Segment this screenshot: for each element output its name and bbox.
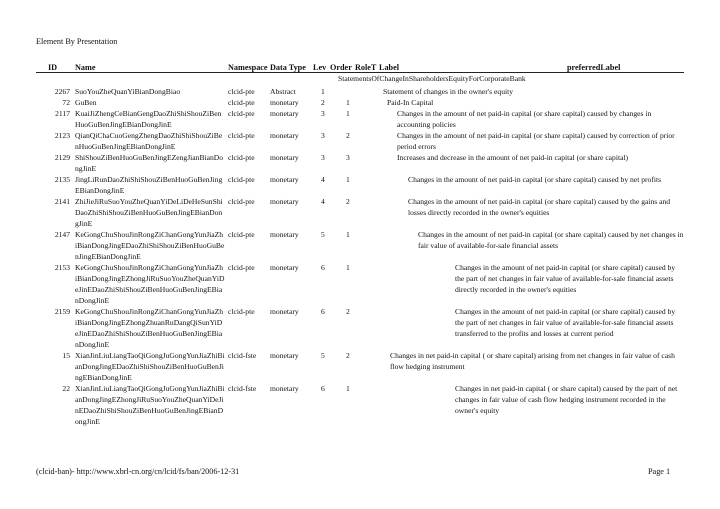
row-id: 2159	[54, 307, 70, 316]
row-level: 5	[321, 230, 325, 239]
row-name: ZhiJieJiRuSuoYouZheQuanYiDeLiDeHeSunShiDaoZhiShiShouZiBenHuoGuBenJingEBianDongJinE	[75, 197, 223, 228]
row-order: 1	[346, 175, 350, 184]
row-datatype: monetary	[270, 109, 299, 118]
row-level: 6	[321, 307, 325, 316]
header-level: Lev	[313, 63, 327, 72]
footer-source: (clcid-ban)- http://www.xbrl-cn.org/cn/lcid/fs/ban/2006-12-31	[36, 467, 240, 476]
row-id: 2129	[54, 153, 70, 162]
row-label: Changes in the amount of net paid-in capital (or share capital) caused by changes in accounting policies	[397, 109, 652, 129]
row-name: KeGongChuShouJinRongZiChanGongYunJiaZhiBianDongJingEZhongJiRuSuoYouZheQuanYiDeJinEDaoZhiShiShouZiBenHuoGuBenJingEBianDongJinE	[75, 263, 225, 305]
row-namespace: clcid-pte	[228, 153, 255, 162]
row-name: XianJinLiuLiangTaoQiGongJuGongYunJiaZhiBianDongJingEDaoZhiShiShouZiBenHuoGuBenJingEBianDongJinE	[75, 351, 225, 382]
row-namespace: clcid-pte	[228, 98, 255, 107]
row-order: 2	[346, 351, 350, 360]
row-namespace: clcid-pte	[228, 131, 255, 140]
row-datatype: monetary	[270, 263, 299, 272]
row-datatype: monetary	[270, 230, 299, 239]
row-datatype: monetary	[270, 131, 299, 140]
row-order: 1	[346, 109, 350, 118]
row-namespace: clcid-fste	[228, 384, 257, 393]
row-order: 2	[346, 197, 350, 206]
row-level: 3	[321, 153, 325, 162]
row-namespace: clcid-pte	[228, 230, 255, 239]
row-level: 3	[321, 109, 325, 118]
row-order: 1	[346, 230, 350, 239]
document-title: Element By Presentation	[36, 37, 118, 46]
row-name: JingLiRunDaoZhiShiShouZiBenHuoGuBenJingEBianDongJinE	[75, 175, 223, 195]
row-datatype: monetary	[270, 307, 299, 316]
header-rule	[36, 72, 684, 73]
row-order: 1	[346, 384, 350, 393]
row-name: KeGongChuShouJinRongZiChanGongYunJiaZhiBianDongJingEDaoZhiShiShouZiBenHuoGuBenJingEBianDongJinE	[75, 230, 225, 261]
header-label: Label	[379, 63, 400, 72]
page-number: Page 1	[648, 467, 671, 476]
row-name: KuaiJiZhengCeBianGengDaoZhiShiShouZiBenHuoGuBenJingEBianDongJinE	[75, 109, 222, 129]
row-label: Paid-In Capital	[387, 98, 434, 107]
row-namespace: clcid-pte	[228, 175, 255, 184]
row-datatype: monetary	[270, 175, 299, 184]
row-order: 2	[346, 131, 350, 140]
row-level: 6	[321, 384, 325, 393]
header-roletype: RoleT	[355, 63, 377, 72]
row-name: XianJinLiuLiangTaoQiGongJuGongYunJiaZhiBianDongJingEZhongJiRuSuoYouZheQuanYiDeJinEDaoZhiShiShouZiBenHuoGuBenJingEBianDongJinE	[75, 384, 225, 426]
row-namespace: clcid-pte	[228, 263, 255, 272]
row-label: Changes in the amount of net paid-in capital (or share capital) caused by the gains and losses directly recorded in the owner's equities	[408, 197, 671, 217]
row-level: 5	[321, 351, 325, 360]
row-label: Increases and decrease in the amount of net paid-in capital (or share capital)	[397, 153, 629, 162]
section-title: StatementsOfChangeInShareholdersEquityForCorporateBank	[338, 74, 526, 83]
header-id: ID	[48, 63, 58, 72]
row-label: Changes in the amount of net paid-in capital (or share capital) caused by correction of prior period errors	[397, 131, 675, 151]
row-level: 6	[321, 263, 325, 272]
row-namespace: clcid-pte	[228, 307, 255, 316]
row-label: Changes in the amount of net paid-in capital (or share capital) caused by net changes in fair value of available-for-sale financial assets	[418, 230, 684, 250]
row-id: 2117	[55, 109, 70, 118]
row-datatype: monetary	[270, 384, 299, 393]
row-namespace: clcid-fste	[228, 351, 257, 360]
row-namespace: clcid-pte	[228, 109, 255, 118]
row-order: 3	[346, 153, 350, 162]
row-label: Changes in the amount of net paid-in capital (or share capital) caused by the part of net changes in fair value of available-for-sale financial assets transferred to the profits and losses at current period	[455, 307, 676, 338]
row-label: Changes in the amount of net paid-in capital (or share capital) caused by the part of net changes in fair value of available-for-sale financial assets directly recorded in the owner's equities	[455, 263, 676, 294]
row-id: 2135	[54, 175, 70, 184]
row-datatype: Abstract	[270, 87, 296, 96]
header-datatype: Data Type	[270, 63, 306, 72]
row-name: ShiShouZiBenHuoGuBenJingEZengJianBianDongJinE	[75, 153, 224, 173]
row-id: 2153	[54, 263, 70, 272]
row-id: 2141	[54, 197, 70, 206]
row-namespace: clcid-pte	[228, 197, 255, 206]
row-level: 4	[321, 197, 325, 206]
row-datatype: monetary	[270, 351, 299, 360]
header-namespace: Namespace	[228, 63, 268, 72]
row-name: SuoYouZheQuanYiBianDongBiao	[75, 87, 181, 96]
row-order: 1	[346, 263, 350, 272]
row-name: GuBen	[75, 98, 97, 107]
header-preferred-label: preferredLabel	[567, 63, 621, 72]
row-level: 3	[321, 131, 325, 140]
row-id: 72	[62, 98, 70, 107]
row-label: Statement of changes in the owner's equity	[383, 87, 514, 96]
row-label: Changes in net paid-in capital ( or share capital) caused by the part of net changes in fair value of cash flow hedging instrument recorded in the owner's equity	[455, 384, 678, 415]
row-name: KeGongChuShouJinRongZiChanGongYunJiaZhiBianDongJingEZhongZhuanRuDangQiSunYiDeJinEDaoZhiShiShouZiBenHuoGuBenJingEBianDongJinE	[75, 307, 224, 349]
row-order: 2	[346, 307, 350, 316]
row-order: 1	[346, 98, 350, 107]
row-id: 2123	[54, 131, 70, 140]
row-id: 2267	[54, 87, 70, 96]
row-id: 15	[62, 351, 70, 360]
row-label: Changes in the amount of net paid-in capital (or share capital) caused by net profits	[408, 175, 662, 184]
row-level: 4	[321, 175, 325, 184]
row-name: QianQiChaCuoGengZhengDaoZhiShiShouZiBenHuoGuBenJingEBianDongJinE	[75, 131, 223, 151]
header-name: Name	[75, 63, 96, 72]
row-id: 2147	[54, 230, 70, 239]
row-level: 1	[321, 87, 325, 96]
row-id: 22	[62, 384, 70, 393]
row-datatype: monetary	[270, 98, 299, 107]
row-datatype: monetary	[270, 153, 299, 162]
header-order: Order	[330, 63, 352, 72]
row-datatype: monetary	[270, 197, 299, 206]
row-namespace: clcid-pte	[228, 87, 255, 96]
row-label: Changes in net paid-in capital ( or share capital) arising from net changes in fair value of cash flow hedging instrument	[390, 351, 675, 371]
row-level: 2	[321, 98, 325, 107]
